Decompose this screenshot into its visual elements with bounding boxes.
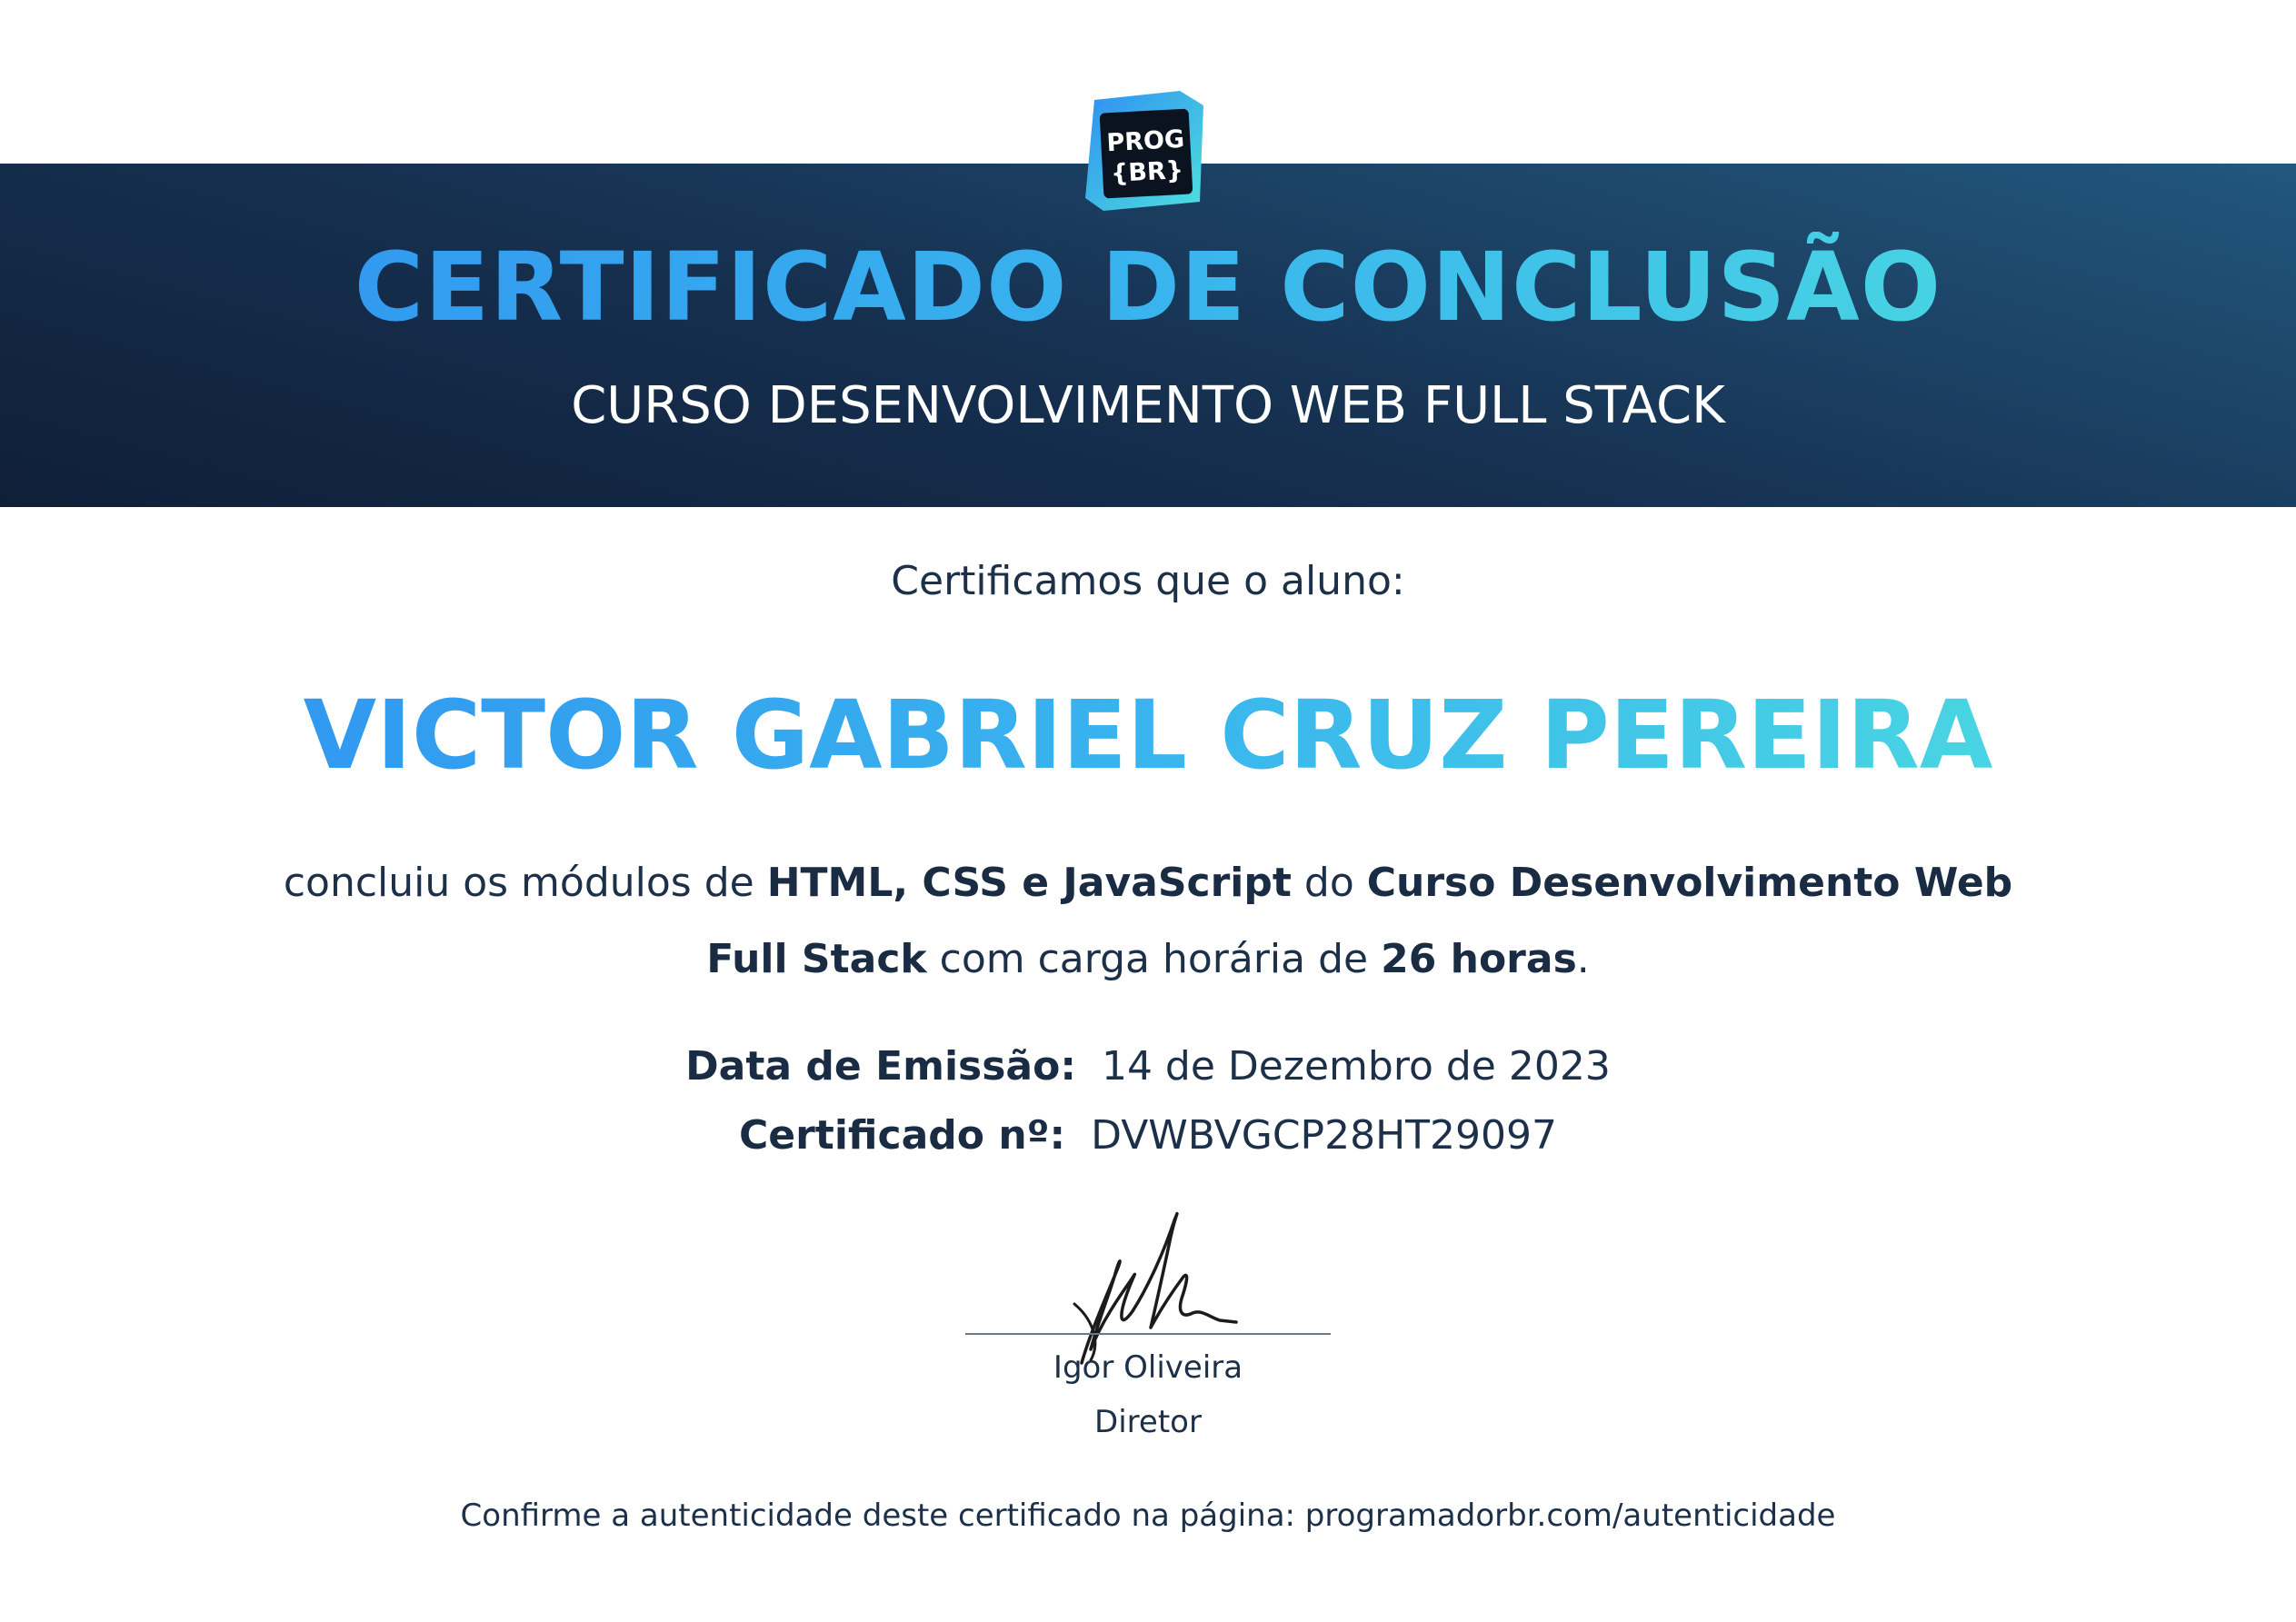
- intro-text: Certificamos que o aluno:: [891, 558, 1405, 604]
- completion-modules: HTML, CSS e JavaScript: [766, 860, 1292, 906]
- certificate-number-value: DVWBVGCP28HT29097: [1091, 1112, 1558, 1159]
- signatory-role: Diretor: [1094, 1404, 1202, 1440]
- completion-hours: 26 horas: [1381, 936, 1577, 982]
- certificate-number-row: [0, 1112, 2296, 1159]
- completion-text-4: .: [1576, 936, 1590, 982]
- certificate-title: CERTIFICADO DE CONCLUSÃO: [0, 232, 2296, 343]
- svg-text:PROG: PROG: [1105, 124, 1185, 158]
- completion-text-1: concluiu os módulos de: [283, 860, 767, 906]
- student-name: VICTOR GABRIEL CRUZ PEREIRA: [0, 680, 2296, 791]
- issue-date-row: [0, 1043, 2296, 1090]
- authenticity-footer: Confirme a autenticidade deste certificado na página: programadorbr.com/autenticidade: [460, 1498, 1836, 1534]
- completion-text-2: do: [1291, 860, 1367, 906]
- progbr-logo: [1082, 87, 1207, 214]
- completion-statement: [239, 845, 2057, 998]
- completion-text-3: com carga horária de: [926, 936, 1382, 982]
- signature-icon: [1054, 1204, 1245, 1368]
- issue-date-value: 14 de Dezembro de 2023: [1101, 1043, 1611, 1090]
- course-subtitle: CURSO DESENVOLVIMENTO WEB FULL STACK: [571, 376, 1725, 435]
- completion-course: Curso Desenvolvimento Web Full Stack: [706, 860, 2013, 982]
- signature-line: [965, 1333, 1331, 1335]
- signatory-name: Igor Oliveira: [1053, 1349, 1243, 1386]
- issue-date-label: Data de Emissão:: [685, 1043, 1076, 1090]
- svg-text:{BR}: {BR}: [1110, 155, 1184, 189]
- certificate-number-label: Certificado nº:: [738, 1112, 1066, 1159]
